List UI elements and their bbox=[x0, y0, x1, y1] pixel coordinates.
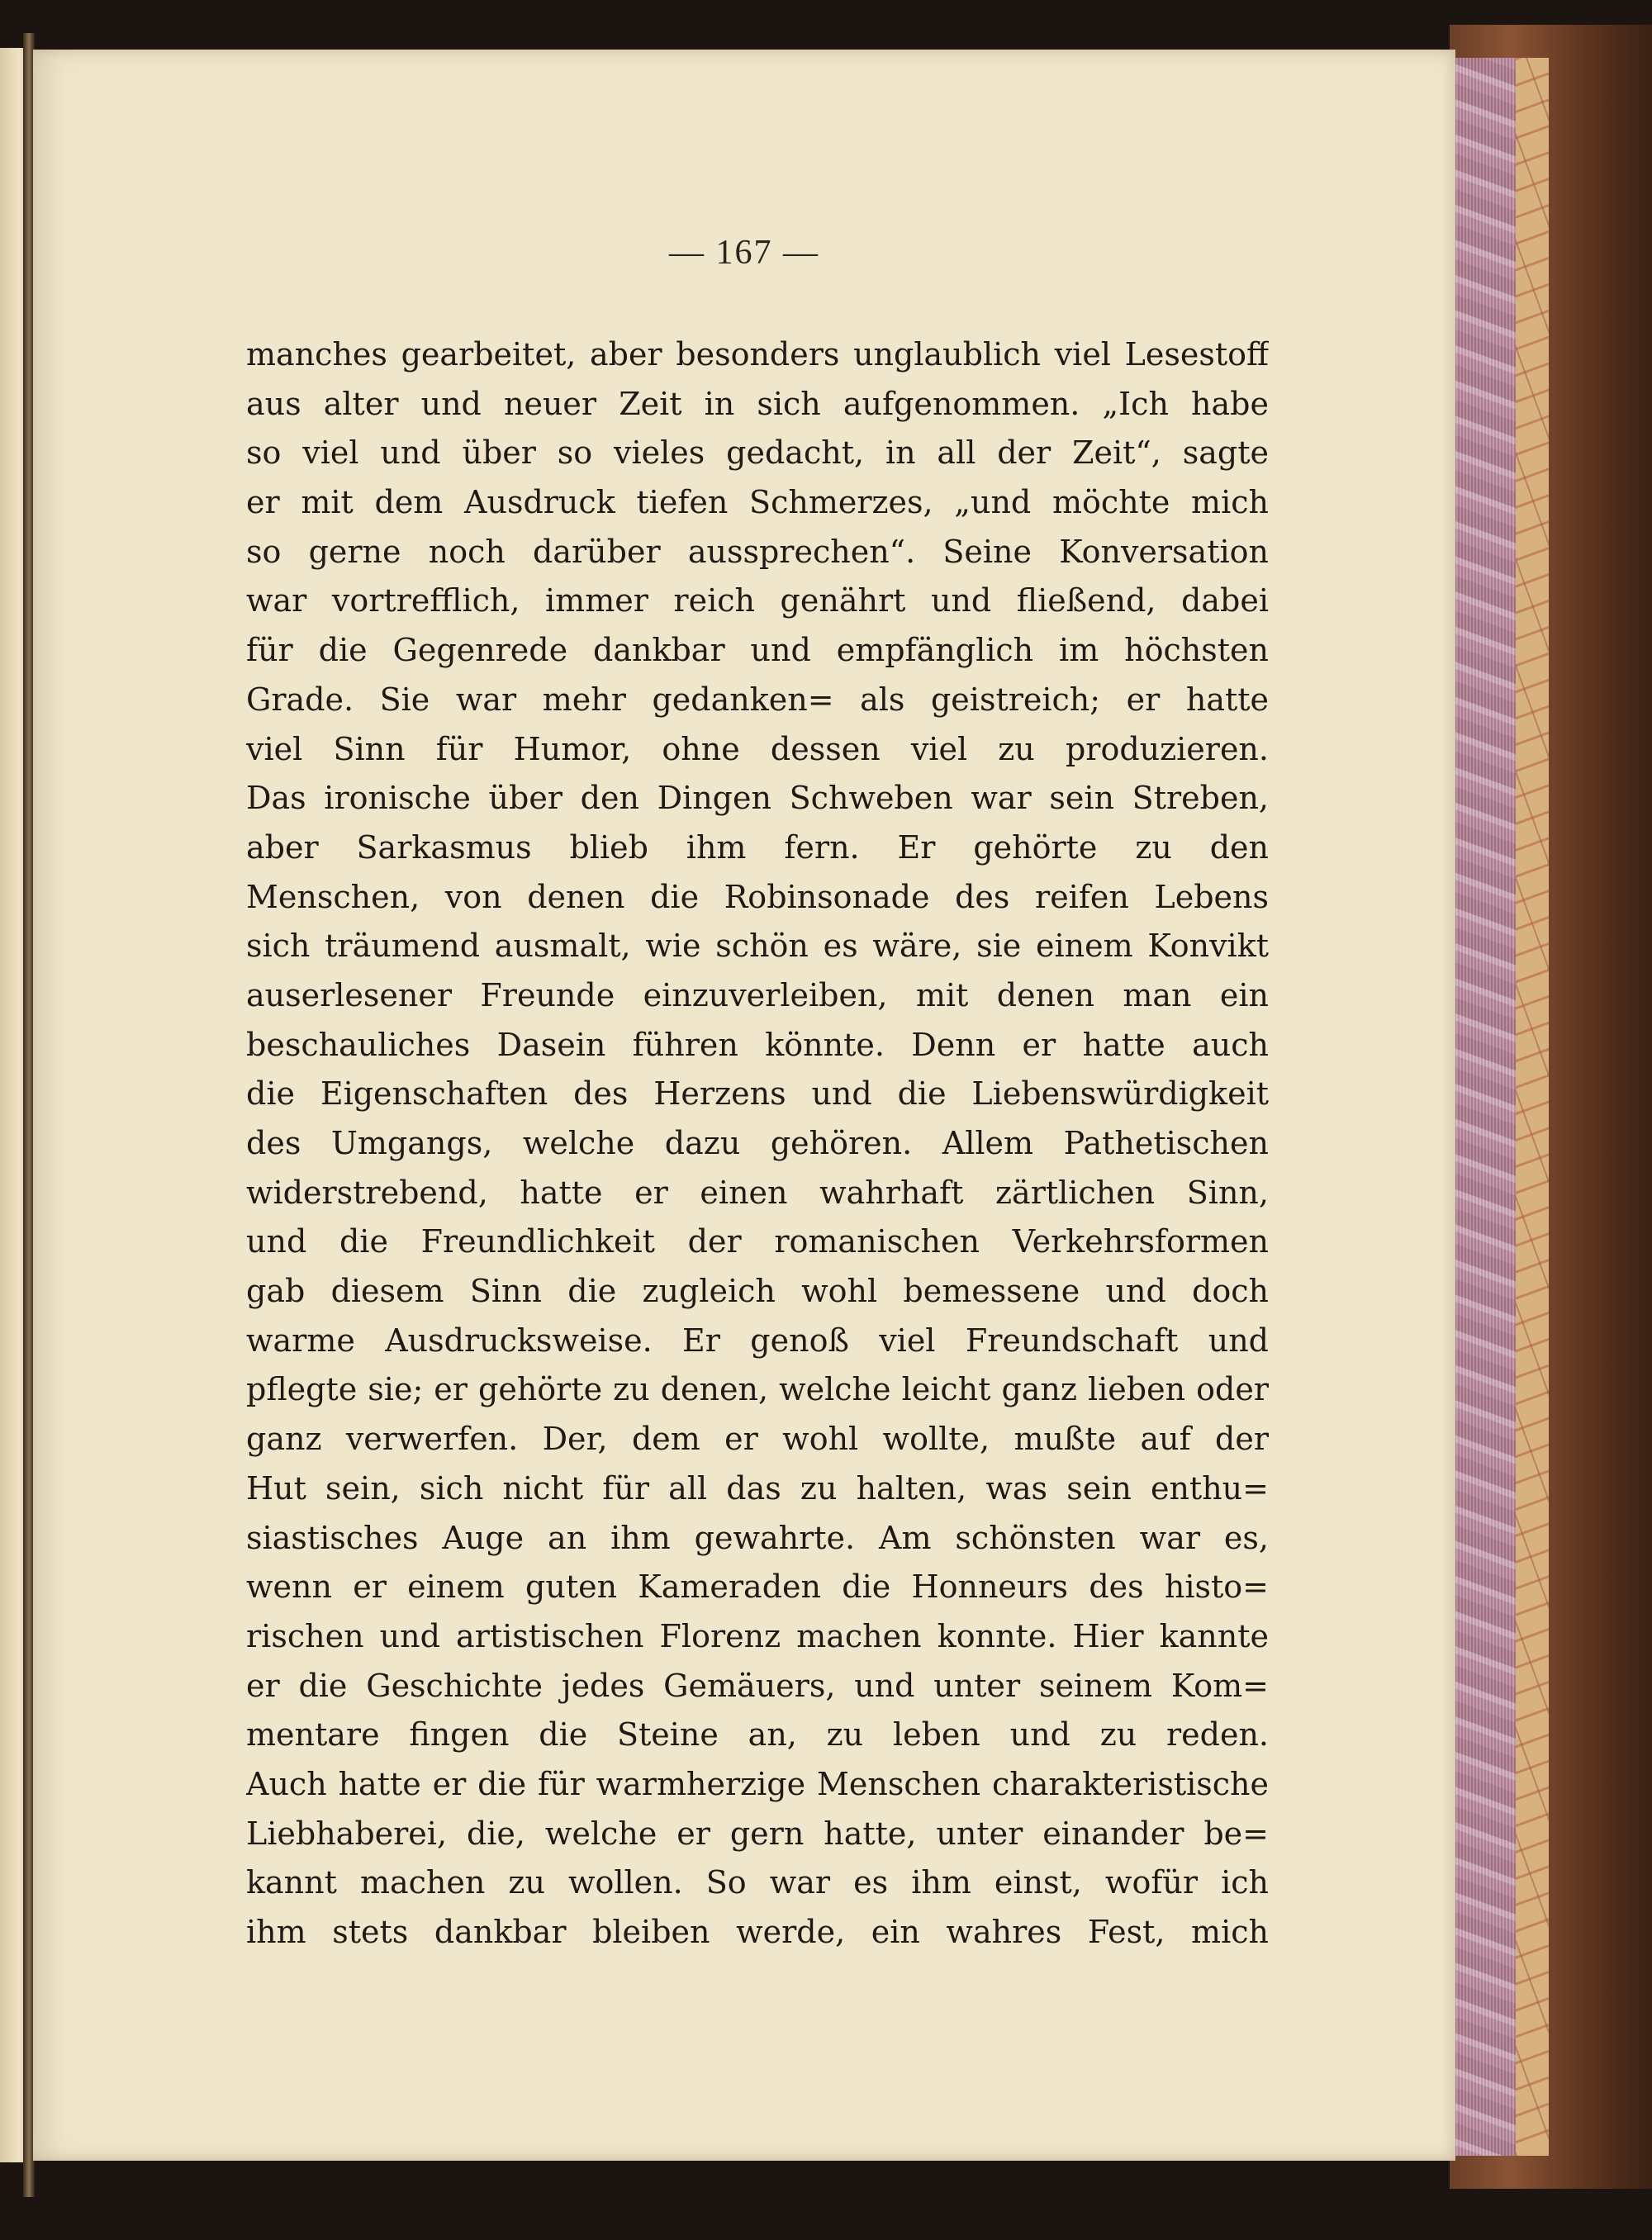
page-block-edge bbox=[1450, 58, 1516, 2156]
text-line: auserlesener Freunde einzuverleiben, mit denen man ein bbox=[246, 976, 1269, 1013]
text-line: beschauliches Dasein führen könnte. Denn er hatte auch bbox=[246, 1026, 1269, 1063]
text-line: viel Sinn für Humor, ohne dessen viel zu produzieren. bbox=[246, 730, 1269, 767]
text-line: so viel und über so vieles gedacht, in all der Zeit“, sagte bbox=[246, 434, 1269, 472]
text-line: gab diesem Sinn die zugleich wohl bemessene und doch bbox=[246, 1273, 1269, 1310]
book-page bbox=[33, 50, 1455, 2161]
marbled-edge bbox=[1516, 58, 1549, 2156]
text-line: so gerne noch darüber aussprechen“. Seine Konversation bbox=[246, 533, 1269, 570]
text-line: Hut sein, sich nicht für all das zu halten, was sein enthu= bbox=[246, 1469, 1269, 1507]
text-line: und die Freundlichkeit der romanischen Verkehrsformen bbox=[246, 1223, 1269, 1260]
text-line: des Umgangs, welche dazu gehören. Allem Pathetischen bbox=[246, 1125, 1269, 1161]
text-line: rischen und artistischen Florenz machen konnte. Hier kannte bbox=[246, 1617, 1269, 1654]
text-line: Auch hatte er die für warmherzige Menschen charakteristische bbox=[246, 1765, 1269, 1802]
text-line: er mit dem Ausdruck tiefen Schmerzes, „und möchte mich bbox=[246, 484, 1269, 521]
text-line: ganz verwerfen. Der, dem er wohl wollte, mußte auf der bbox=[246, 1421, 1269, 1458]
text-line: wenn er einem guten Kameraden die Honneurs des histo= bbox=[246, 1568, 1269, 1606]
text-line: ihm stets dankbar bleiben werde, ein wahres Fest, mich bbox=[246, 1914, 1269, 1950]
text-line: Liebhaberei, die, welche er gern hatte, unter einander be= bbox=[246, 1815, 1269, 1852]
text-line: siastisches Auge an ihm gewahrte. Am schönsten war es, bbox=[246, 1519, 1269, 1556]
text-line: warme Ausdrucksweise. Er genoß viel Freundschaft und bbox=[246, 1322, 1269, 1359]
text-line: Das ironische über den Dingen Schweben war sein Streben, bbox=[246, 780, 1269, 817]
text-line: aus alter und neuer Zeit in sich aufgenommen. „Ich habe bbox=[246, 385, 1269, 422]
text-line: aber Sarkasmus blieb ihm fern. Er gehörte zu den bbox=[246, 828, 1269, 866]
page-number: — 167 — bbox=[669, 234, 819, 272]
text-line: manches gearbeitet, aber besonders unglaublich viel Lesestoff bbox=[246, 336, 1269, 373]
text-line: für die Gegenrede dankbar und empfänglich im höchsten bbox=[246, 632, 1269, 669]
text-line: pflegte sie; er gehörte zu denen, welche leicht ganz lieben oder bbox=[246, 1371, 1269, 1408]
text-line: Menschen, von denen die Robinsonade des reifen Lebens bbox=[246, 878, 1269, 915]
text-line: sich träumend ausmalt, wie schön es wäre, sie einem Konvikt bbox=[246, 928, 1269, 965]
text-line: war vortrefflich, immer reich genährt und fließend, dabei bbox=[246, 582, 1269, 619]
text-line: widerstrebend, hatte er einen wahrhaft zärtlichen Sinn, bbox=[246, 1174, 1269, 1211]
text-line: er die Geschichte jedes Gemäuers, und unter seinem Kom= bbox=[246, 1667, 1269, 1704]
text-line: mentare fingen die Steine an, zu leben und zu reden. bbox=[246, 1716, 1269, 1754]
body-text bbox=[246, 330, 1269, 1958]
text-line: kannt machen zu wollen. So war es ihm einst, wofür ich bbox=[246, 1864, 1269, 1901]
text-line: die Eigenschaften des Herzens und die Liebenswürdigkeit bbox=[246, 1075, 1269, 1113]
text-line: Grade. Sie war mehr gedanken= als geistreich; er hatte bbox=[246, 681, 1269, 718]
